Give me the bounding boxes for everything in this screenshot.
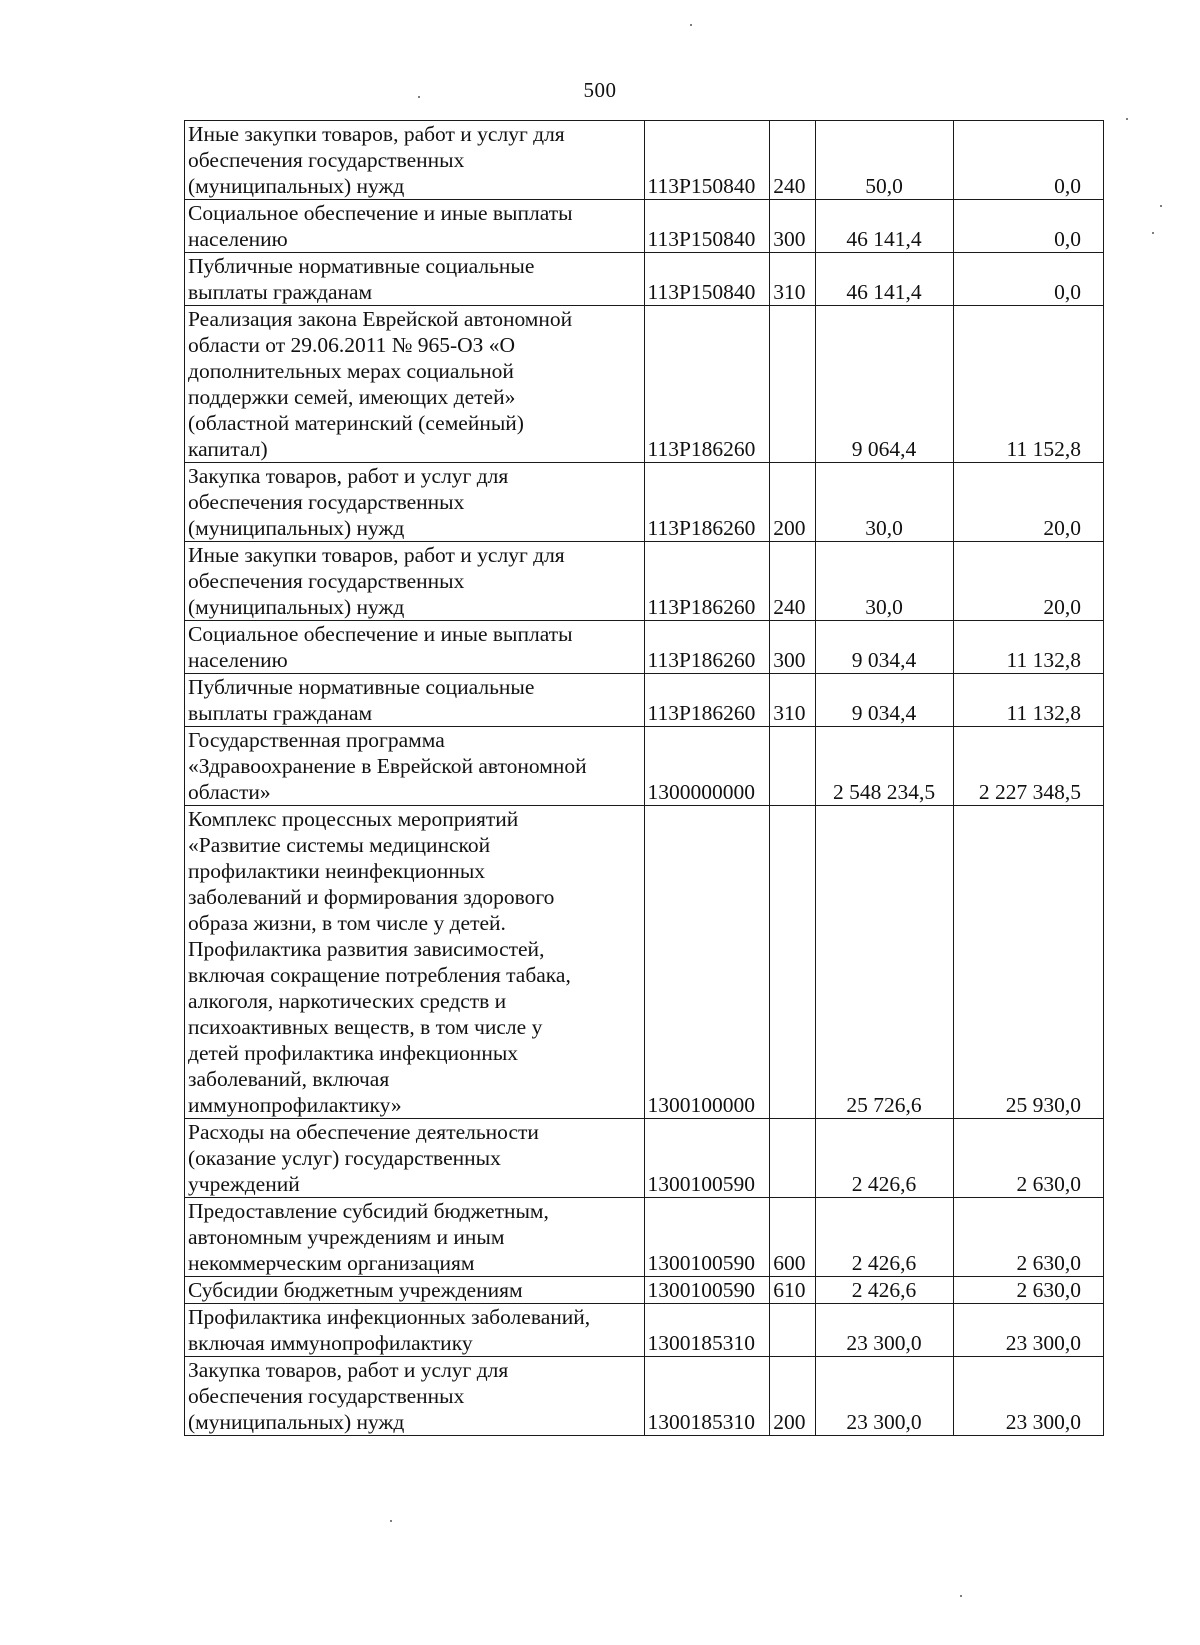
row-name-cell: Иные закупки товаров, работ и услуг для обеспечения государственных (муниципальных) нужд <box>185 121 645 200</box>
row-amount-year2-cell: 11 152,8 <box>953 306 1103 463</box>
row-target-code-cell: 113Р186260 <box>644 306 770 463</box>
row-name-cell: Закупка товаров, работ и услуг для обеспечения государственных (муниципальных) нужд <box>185 1357 645 1436</box>
scan-speck <box>1152 232 1154 234</box>
row-expense-type-cell: 300 <box>770 621 815 674</box>
row-expense-type-cell: 200 <box>770 463 815 542</box>
row-name-cell: Публичные нормативные социальные выплаты гражданам <box>185 253 645 306</box>
row-name-cell: Публичные нормативные социальные выплаты гражданам <box>185 674 645 727</box>
row-amount-year1-cell: 46 141,4 <box>815 253 953 306</box>
row-name-cell: Государственная программа «Здравоохранение в Еврейской автономной области» <box>185 727 645 806</box>
row-expense-type-cell: 300 <box>770 200 815 253</box>
row-amount-year2-cell: 2 630,0 <box>953 1277 1103 1304</box>
row-target-code-cell: 113Р150840 <box>644 253 770 306</box>
row-amount-year2-cell: 23 300,0 <box>953 1304 1103 1357</box>
row-name-cell: Профилактика инфекционных заболеваний, включая иммунопрофилактику <box>185 1304 645 1357</box>
table-row <box>185 1198 1104 1277</box>
row-target-code-cell: 1300185310 <box>644 1304 770 1357</box>
scan-speck <box>960 1595 962 1597</box>
row-target-code-cell: 1300100590 <box>644 1119 770 1198</box>
row-target-code-cell: 1300100000 <box>644 806 770 1119</box>
row-amount-year1-cell: 9 034,4 <box>815 674 953 727</box>
row-target-code-cell: 113Р186260 <box>644 621 770 674</box>
scan-speck <box>418 96 420 98</box>
row-amount-year1-cell: 2 426,6 <box>815 1277 953 1304</box>
row-amount-year1-cell: 23 300,0 <box>815 1357 953 1436</box>
table-row <box>185 1277 1104 1304</box>
row-amount-year2-cell: 25 930,0 <box>953 806 1103 1119</box>
row-expense-type-cell: 240 <box>770 121 815 200</box>
table-row <box>185 1119 1104 1198</box>
row-name-cell: Социальное обеспечение и иные выплаты населению <box>185 200 645 253</box>
row-expense-type-cell <box>770 727 815 806</box>
row-name-cell: Закупка товаров, работ и услуг для обеспечения государственных (муниципальных) нужд <box>185 463 645 542</box>
row-amount-year2-cell: 0,0 <box>953 200 1103 253</box>
table-row <box>185 253 1104 306</box>
table-row <box>185 806 1104 1119</box>
row-amount-year1-cell: 2 426,6 <box>815 1119 953 1198</box>
row-expense-type-cell: 610 <box>770 1277 815 1304</box>
table-row <box>185 1304 1104 1357</box>
table-row <box>185 200 1104 253</box>
row-expense-type-cell: 200 <box>770 1357 815 1436</box>
table-row <box>185 542 1104 621</box>
row-expense-type-cell <box>770 806 815 1119</box>
row-amount-year2-cell: 0,0 <box>953 121 1103 200</box>
row-amount-year2-cell: 2 227 348,5 <box>953 727 1103 806</box>
table-row <box>185 727 1104 806</box>
row-amount-year2-cell: 20,0 <box>953 542 1103 621</box>
row-name-cell: Предоставление субсидий бюджетным, автономным учреждениям и иным некоммерческим организациям <box>185 1198 645 1277</box>
row-target-code-cell: 1300100590 <box>644 1198 770 1277</box>
row-expense-type-cell: 600 <box>770 1198 815 1277</box>
scan-speck <box>1126 118 1128 120</box>
row-amount-year1-cell: 23 300,0 <box>815 1304 953 1357</box>
row-amount-year1-cell: 50,0 <box>815 121 953 200</box>
row-amount-year1-cell: 2 548 234,5 <box>815 727 953 806</box>
row-target-code-cell: 113Р186260 <box>644 674 770 727</box>
table-row <box>185 1357 1104 1436</box>
row-amount-year2-cell: 20,0 <box>953 463 1103 542</box>
row-expense-type-cell <box>770 306 815 463</box>
scan-speck <box>390 1520 392 1522</box>
row-name-cell: Расходы на обеспечение деятельности (оказание услуг) государственных учреждений <box>185 1119 645 1198</box>
row-target-code-cell: 113Р150840 <box>644 121 770 200</box>
row-amount-year2-cell: 0,0 <box>953 253 1103 306</box>
row-name-cell: Комплекс процессных мероприятий «Развитие системы медицинской профилактики неинфекционных заболеваний и формирования здорового образа жизни, в том числе у детей. Профилактика развития зависимостей, включая сокращение потребления табака, алкоголя, наркотических средств и психоактивных веществ, в том числе у детей профилактика инфекционных заболеваний, включая иммунопрофилактику» <box>185 806 645 1119</box>
row-amount-year1-cell: 25 726,6 <box>815 806 953 1119</box>
row-amount-year2-cell: 11 132,8 <box>953 621 1103 674</box>
table-row <box>185 463 1104 542</box>
row-expense-type-cell: 310 <box>770 253 815 306</box>
row-target-code-cell: 1300000000 <box>644 727 770 806</box>
row-amount-year1-cell: 9 064,4 <box>815 306 953 463</box>
row-name-cell: Социальное обеспечение и иные выплаты населению <box>185 621 645 674</box>
scan-speck <box>1160 205 1162 207</box>
row-target-code-cell: 1300100590 <box>644 1277 770 1304</box>
row-target-code-cell: 113Р186260 <box>644 542 770 621</box>
row-amount-year1-cell: 30,0 <box>815 463 953 542</box>
row-amount-year1-cell: 30,0 <box>815 542 953 621</box>
table-row <box>185 674 1104 727</box>
row-amount-year2-cell: 11 132,8 <box>953 674 1103 727</box>
row-expense-type-cell: 310 <box>770 674 815 727</box>
row-target-code-cell: 113Р186260 <box>644 463 770 542</box>
table-row <box>185 621 1104 674</box>
row-amount-year2-cell: 2 630,0 <box>953 1198 1103 1277</box>
row-expense-type-cell <box>770 1304 815 1357</box>
row-target-code-cell: 113Р150840 <box>644 200 770 253</box>
row-amount-year1-cell: 2 426,6 <box>815 1198 953 1277</box>
row-target-code-cell: 1300185310 <box>644 1357 770 1436</box>
scan-speck <box>690 24 692 26</box>
row-amount-year2-cell: 2 630,0 <box>953 1119 1103 1198</box>
budget-table <box>184 120 1104 1436</box>
row-amount-year1-cell: 9 034,4 <box>815 621 953 674</box>
budget-table-body <box>185 121 1104 1436</box>
row-amount-year1-cell: 46 141,4 <box>815 200 953 253</box>
row-amount-year2-cell: 23 300,0 <box>953 1357 1103 1436</box>
table-row <box>185 121 1104 200</box>
row-expense-type-cell: 240 <box>770 542 815 621</box>
page-number: 500 <box>583 78 617 102</box>
row-name-cell: Субсидии бюджетным учреждениям <box>185 1277 645 1304</box>
table-row <box>185 306 1104 463</box>
row-name-cell: Иные закупки товаров, работ и услуг для обеспечения государственных (муниципальных) нужд <box>185 542 645 621</box>
row-expense-type-cell <box>770 1119 815 1198</box>
row-name-cell: Реализация закона Еврейской автономной области от 29.06.2011 № 965-ОЗ «О дополнительных мерах социальной поддержки семей, имеющих детей» (областной материнский (семейный) капитал) <box>185 306 645 463</box>
